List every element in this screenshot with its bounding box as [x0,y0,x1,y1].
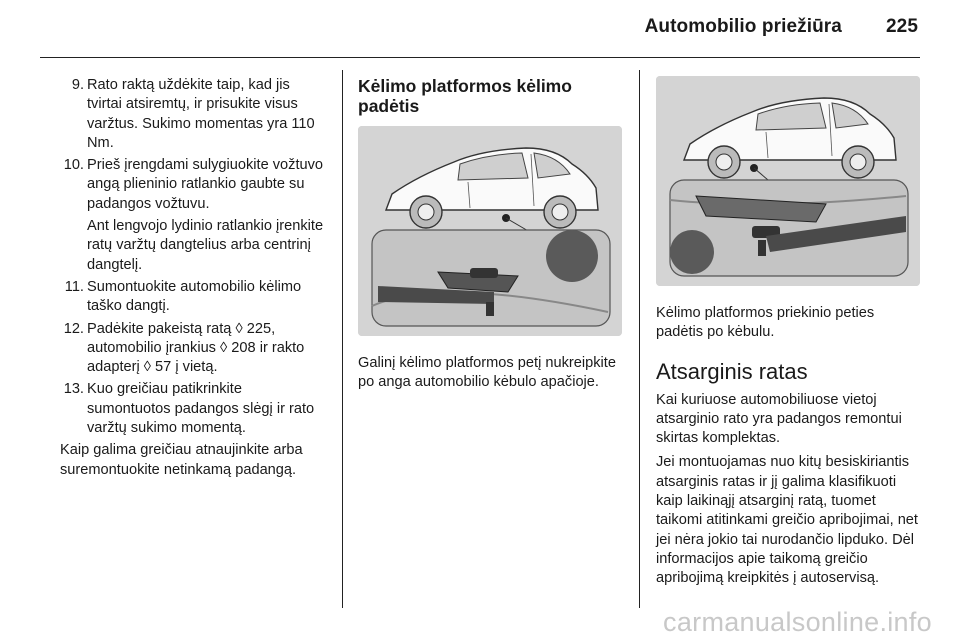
step-text: Sumontuokite automobilio kėlimo taško dangtį. [87,278,302,315]
car-rear-lift-point-illustration [358,126,622,336]
step-9 [60,76,328,153]
step-number: 13. [63,381,84,398]
step-11 [60,278,328,317]
step-number: 12. [63,320,84,337]
header-divider [40,57,920,58]
page-number: 225 [885,16,918,37]
step-13 [60,380,328,438]
car-front-lift-point-illustration [656,76,920,286]
instruction-steps [60,76,328,438]
spare-wheel-paragraph-2: Jei montuojamas nuo kitų besiskiriantis atsarginis ratas ir jį galima klasifikuoti kaip laikinąjį atsarginį ratą, tuomet taikomi atitinkami greičio apribojimai, net jei nėra jokio tai nurodančio lipduko. Dėl informacijos apie taikomą greičio apribojimą kreipkitės į autoservisą. [656,454,918,587]
step-number: 9. [71,77,84,93]
step-text: Kuo greičiau patikrinkite sumontuotos padangos slėgį ir rato varžtų sukimo momentą. [87,381,315,437]
step-text: Padėkite pakeistą ratą ◊ 225, automobilio įrankius ◊ 208 ir rakto adapterį ◊ 57 į vietą. [87,320,305,376]
front-lift-caption: Kėlimo platformos priekinio peties padėtis po kėbulu. [656,305,875,341]
step-10 [60,156,328,275]
middle-column [358,76,622,393]
section-title: Automobilio priežiūra [644,16,842,37]
column-divider-right [639,70,640,608]
spare-wheel-heading: Atsarginis ratas [656,358,808,384]
step-text: Prieš įrengdami sulygiuokite vožtuvo angą plieninio ratlankio gaubte su padangos vožtuvu. [87,157,324,212]
step-number: 10. [63,157,84,174]
step-12 [60,320,328,378]
watermark: carmanualsonline.info [663,607,932,637]
rear-lift-caption: Galinį kėlimo platformos petį nukreipkite po anga automobilio kėbulo apačioje. [358,355,616,391]
page-header [645,16,918,38]
step-number: 11. [64,278,84,295]
right-column [656,76,922,594]
spare-wheel-paragraph-1: Kai kuriuose automobiliuose vietoj atsarginio rato yra padangos remontui skirtas komplektas. [656,391,902,447]
step-text: Rato raktą uždėkite taip, kad jis tvirtai atsiremtų, ir prisukite visus varžtus. Sukimo momentas yra 110 Nm. [87,77,315,151]
lift-position-heading: Kėlimo platformos kėlimo padėtis [358,76,572,116]
closing-note: Kaip galima greičiau atnaujinkite arba suremontuokite netinkamą padangą. [60,442,303,478]
left-column [60,76,328,480]
step-text-extra: Ant lengvojo lydinio ratlankio įrenkite ratų varžtų dangtelius arba centrinį dangtelį. [87,218,324,273]
column-divider-left [342,70,343,608]
